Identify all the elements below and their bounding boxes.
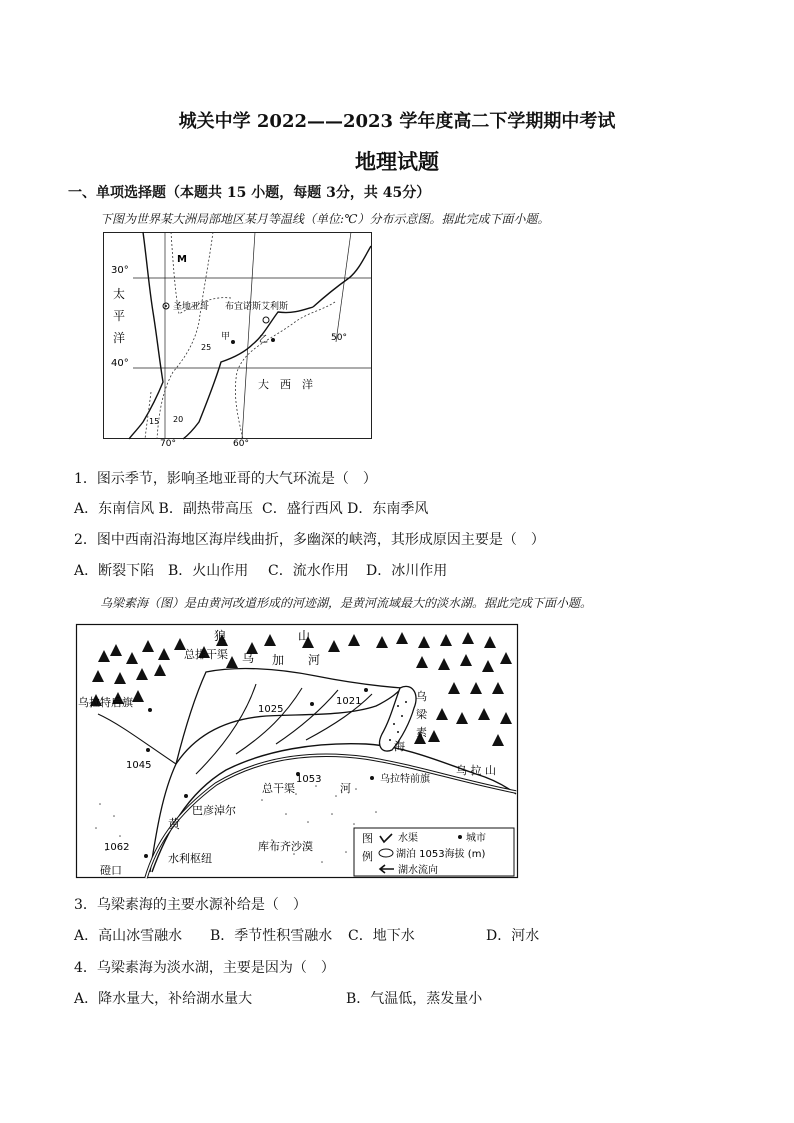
question-3-option-d[interactable]: D．河水 xyxy=(486,928,540,944)
city-wulatehouqi xyxy=(148,708,152,712)
isotherm-25-label: 25 xyxy=(201,343,212,352)
pacific-label-3: 洋 xyxy=(113,331,126,345)
question-3-option-c[interactable]: C．地下水 xyxy=(348,928,415,944)
label-lake-wu: 乌 xyxy=(416,690,427,703)
label-lang: 狼 xyxy=(214,629,227,643)
legend-canal: 水渠 xyxy=(398,833,418,844)
lat-40-label: 40° xyxy=(111,358,129,369)
lat-30-label: 30° xyxy=(111,265,129,276)
label-wulatehouqi: 乌拉特后旗 xyxy=(78,696,133,709)
city-legend-icon xyxy=(458,835,462,839)
exam-title: 城关中学 2022——2023 学年度高二下学期期中考试 xyxy=(178,111,616,132)
question-2-option-c[interactable]: C．流水作用 xyxy=(268,563,349,579)
lake-legend-icon xyxy=(379,849,393,857)
legend-tu: 图 xyxy=(362,832,373,845)
question-4-option-b[interactable]: B．气温低，蒸发量小 xyxy=(346,991,483,1007)
question-1-option-ab[interactable]: A．东南信风 B．副热带高压 xyxy=(74,501,253,517)
label-1053: 1053 xyxy=(296,774,322,785)
label-dengkou: 磴口 xyxy=(100,864,122,877)
label-bayannaoer: 巴彦淖尔 xyxy=(192,804,236,817)
label-he: 河 xyxy=(308,653,321,667)
label-lake-liang: 梁 xyxy=(416,708,427,721)
santiago-label: 圣地亚哥 xyxy=(173,302,210,312)
label-1045: 1045 xyxy=(126,760,152,771)
question-2-option-b[interactable]: B．火山作用 xyxy=(168,563,249,579)
legend-flow: 湖水流向 xyxy=(398,865,438,876)
label-shan: 山 xyxy=(298,629,311,643)
question-3-stem: 3．乌梁素海的主要水源补给是（ ） xyxy=(74,897,307,913)
label-jia: 加 xyxy=(272,653,285,667)
label-lake-su: 素 xyxy=(416,726,427,739)
lon-70-label: 70° xyxy=(160,439,176,449)
question-1-stem: 1．图示季节，影响圣地亚哥的大气环流是（ ） xyxy=(74,471,377,487)
lon-60-label: 60° xyxy=(233,439,249,449)
label-wulateqianqi: 乌拉特前旗 xyxy=(380,774,430,785)
jia-label: 甲 xyxy=(221,332,231,342)
legend-li: 例 xyxy=(362,850,373,863)
city-bayannaoer xyxy=(184,794,188,798)
section-heading: 一、单项选择题（本题共 15 小题，每题 3分，共 45分） xyxy=(68,185,431,201)
label-wulashan: 乌 拉 山 xyxy=(456,764,496,777)
question-2-option-a[interactable]: A．断裂下陷 xyxy=(74,563,155,579)
question-3-option-a[interactable]: A．高山冰雪融水 xyxy=(74,928,183,944)
label-lake-hai: 海 xyxy=(394,740,405,753)
intro-text-1: 下图为世界某大洲局部地区某月等温线（单位:℃）分布示意图。据此完成下面小题。 xyxy=(100,212,550,226)
question-2-stem: 2．图中西南沿海地区海岸线曲折，多幽深的峡湾，其形成原因主要是（ ） xyxy=(74,532,545,548)
marker-1025 xyxy=(310,702,314,706)
pacific-label-2: 平 xyxy=(113,309,126,323)
pacific-label-1: 太 xyxy=(113,287,126,301)
yi-label: 乙 xyxy=(259,335,269,345)
question-4-option-a[interactable]: A．降水量大，补给湖水量大 xyxy=(74,991,253,1007)
label-zongganqu: 总干渠 xyxy=(262,782,295,795)
label-huang: 黄 xyxy=(168,817,181,831)
isotherm-20-label: 20 xyxy=(173,415,184,424)
label-1021: 1021 xyxy=(336,696,362,707)
marker-1021 xyxy=(364,688,368,692)
atlantic-label: 大 西 洋 xyxy=(258,378,313,391)
marker-1045 xyxy=(146,748,150,752)
isotherm-15-label: 15 xyxy=(149,417,160,426)
label-1025: 1025 xyxy=(258,704,284,715)
exam-subtitle: 地理试题 xyxy=(355,149,439,174)
label-river-he: 河 xyxy=(340,782,351,795)
legend-lake: 湖泊 1053海拔 (m) xyxy=(396,849,486,860)
wuliangsuhai-map xyxy=(76,624,518,878)
point-yi xyxy=(271,338,275,342)
city-dengkou xyxy=(144,854,148,858)
lon-50-label: 50° xyxy=(331,333,347,343)
buenos-aires-label: 布宜诺斯艾利斯 xyxy=(225,302,289,312)
label-kubuqi: 库布齐沙漠 xyxy=(258,840,313,853)
intro-text-2: 乌梁素海（图）是由黄河改道形成的河迹湖，是黄河流域最大的淡水湖。据此完成下面小题。 xyxy=(100,596,593,610)
label-zongpaiganqu: 总排干渠 xyxy=(184,648,228,661)
label-m: M xyxy=(177,254,187,265)
question-4-stem: 4．乌梁素海为淡水湖，主要是因为（ ） xyxy=(74,960,335,976)
label-wu: 乌 xyxy=(242,651,255,665)
question-1-option-cd[interactable]: C．盛行西风 D．东南季风 xyxy=(262,501,429,517)
city-wulateqianqi xyxy=(370,776,374,780)
isotherm-map xyxy=(103,232,372,449)
point-jia xyxy=(231,340,235,344)
legend-city: 城市 xyxy=(466,833,486,844)
question-2-option-d[interactable]: D．冰川作用 xyxy=(366,563,448,579)
label-shuilishuniu: 水利枢纽 xyxy=(168,852,212,865)
label-1062: 1062 xyxy=(104,842,130,853)
question-3-option-b[interactable]: B．季节性积雪融水 xyxy=(210,928,333,944)
